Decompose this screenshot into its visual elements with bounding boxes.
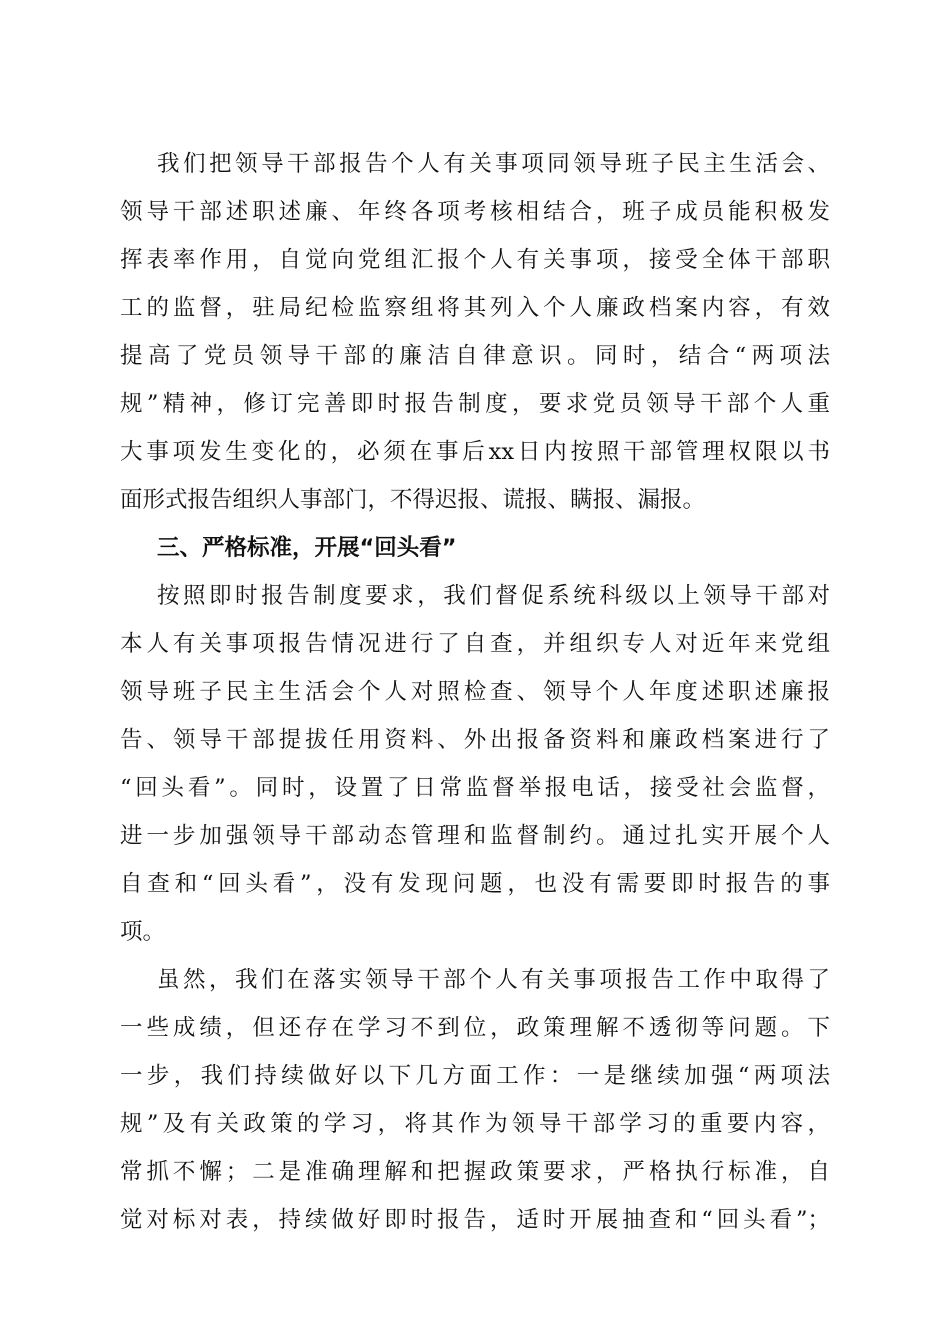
paragraph-line: 项。 [120,919,166,945]
paragraph-line: 本人有关事项报告情况进行了自查，并组织专人对近年来党组 [120,631,830,657]
paragraph-line: 挥表率作用，自觉向党组汇报个人有关事项，接受全体干部职 [120,247,830,273]
paragraph-line: 大事项发生变化的，必须在事后xx日内按照干部管理权限以书 [120,439,830,465]
paragraph-line: 领导干部述职述廉、年终各项考核相结合，班子成员能积极发 [120,199,830,225]
paragraph-line: 一步，我们持续做好以下几方面工作：一是继续加强“两项法 [120,1063,830,1089]
paragraph-line: 我们把领导干部报告个人有关事项同领导班子民主生活会、 [157,151,830,177]
paragraph-line: 规”及有关政策的学习，将其作为领导干部学习的重要内容， [120,1111,830,1137]
paragraph-line: 一些成绩，但还存在学习不到位，政策理解不透彻等问题。下 [120,1015,830,1041]
paragraph-line: 告、领导干部提拔任用资料、外出报备资料和廉政档案进行了 [120,727,830,753]
paragraph-line: 虽然，我们在落实领导干部个人有关事项报告工作中取得了 [157,967,830,993]
paragraph-line: 规”精神，修订完善即时报告制度，要求党员领导干部个人重 [120,391,830,417]
paragraph-line: 按照即时报告制度要求，我们督促系统科级以上领导干部对 [157,583,830,609]
paragraph-line: 工的监督，驻局纪检监察组将其列入个人廉政档案内容，有效 [120,295,830,321]
paragraph-line: 觉对标对表，持续做好即时报告，适时开展抽查和“回头看”； [120,1207,830,1233]
section-heading: 三、严格标准，开展“回头看” [157,535,457,561]
paragraph-line: 常抓不懈；二是准确理解和把握政策要求，严格执行标准，自 [120,1159,830,1185]
paragraph-line: “回头看”。同时，设置了日常监督举报电话，接受社会监督， [120,775,830,801]
paragraph-line: 面形式报告组织人事部门，不得迟报、谎报、瞒报、漏报。 [120,487,706,513]
paragraph-line: 进一步加强领导干部动态管理和监督制约。通过扎实开展个人 [120,823,830,849]
paragraph-line: 领导班子民主生活会个人对照检查、领导个人年度述职述廉报 [120,679,830,705]
paragraph-line: 提高了党员领导干部的廉洁自律意识。同时，结合“两项法 [120,343,830,369]
paragraph-line: 自查和“回头看”，没有发现问题，也没有需要即时报告的事 [120,871,830,897]
